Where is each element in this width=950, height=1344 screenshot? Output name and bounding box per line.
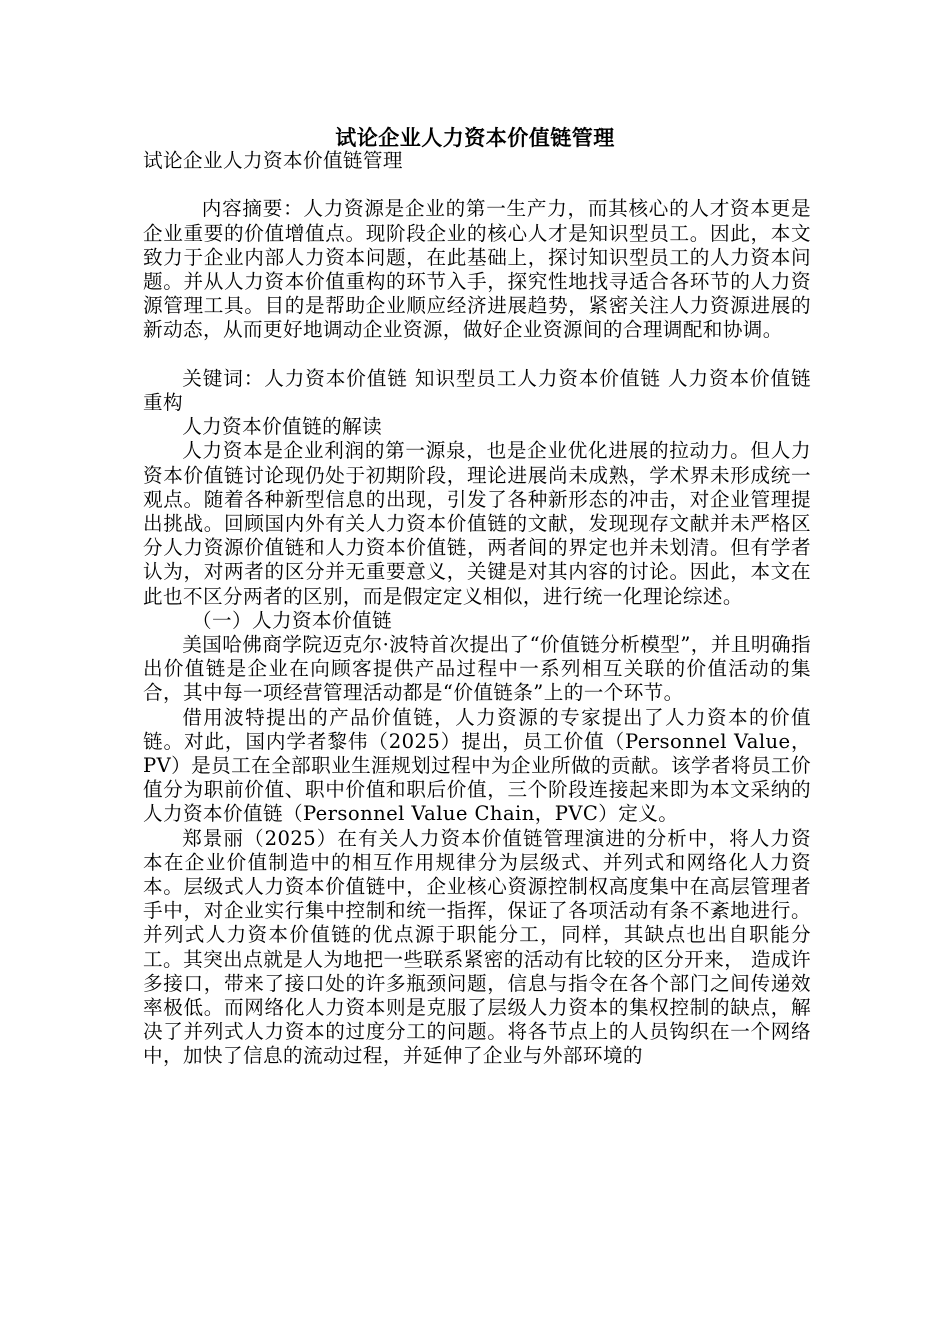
body-paragraph-1: 人力资本是企业利润的第一源泉，也是企业优化进展的拉动力。但人力资本价值链讨论现仍处于初期阶段，理论进展尚未成熟，学术界未形成统一观点。随着各种新型信息的出现，引发了各种新形态的冲击，对企业管理提出挑战。回顾国内外有关人力资本价值链的文献，发现现存文献并未严格区分人力资源价值链和人力资本价值链，两者间的界定也并未划清。但有学者认为，对两者的区分并无重要意义，关键是对其内容的讨论。因此，本文在此也不区分两者的区别，而是假定定义相似，进行统一化理论综述。 [143, 439, 811, 608]
subheading-1: （一）人力资本价值链 [192, 608, 392, 632]
abstract-paragraph: 内容摘要：人力资源是企业的第一生产力，而其核心的人才资本更是企业重要的价值增值点。现阶段企业的核心人才是知识型员工。因此，本文致力于企业内部人力资本问题，在此基础上，探讨知识型员工的人力资本问题。并从人力资本价值重构的环节入手，探究性地找寻适合各环节的人力资源管理工具。目的是帮助企业顺应经济进展趋势，紧密关注人力资源进展的新动态，从而更好地调动企业资源，做好企业资源间的合理调配和协调。 [143, 197, 811, 342]
body-paragraph-2: 美国哈佛商学院迈克尔·波特首次提出了“价值链分析模型”，并且明确指出价值链是企业在向顾客提供产品过程中一系列相互关联的价值活动的集合，其中每一项经营管理活动都是“价值链条”上的一个环节。 [143, 633, 811, 705]
document-title: 试论企业人力资本价值链管理 [335, 125, 615, 150]
keywords-paragraph: 关键词：人力资本价值链 知识型员工人力资本价值链 人力资本价值链重构 [143, 366, 811, 414]
document-subtitle: 试论企业人力资本价值链管理 [143, 149, 403, 172]
body-paragraph-4: 郑景丽（2025）在有关人力资本价值链管理演进的分析中，将人力资本在企业价值制造中的相互作用规律分为层级式、并列式和网络化人力资本。层级式人力资本价值链中，企业核心资源控制权高度集中在高层管理者手中，对企业实行集中控制和统一指挥，保证了各项活动有条不紊地进行。并列式人力资本价值链的优点源于职能分工，同样，其缺点也出自职能分工。其突出点就是人为地把一些联系紧密的活动有比较的区分开来， 造成许多接口，带来了接口处的许多瓶颈问题，信息与指令在各个部门之间传递效率极低。而网络化人力资本则是克服了层级人力资本的集权控制的缺点，解决了并列式人力资本的过度分工的问题。将各节点上的人员钩织在一个网络中，加快了信息的流动过程，并延伸了企业与外部环境的 [143, 826, 811, 1068]
body-paragraph-3: 借用波特提出的产品价值链，人力资源的专家提出了人力资本的价值链。对此，国内学者黎伟（2025）提出，员工价值（Personnel Value， PV）是员工在全部职业生涯规划过程中为企业所做的贡献。该学者将员工价值分为职前价值、职中价值和职后价值，三个阶段连接起来即为本文采纳的人力资本价值链（Personnel Value Chain，PVC）定义。 [143, 705, 811, 826]
blank-line [143, 173, 811, 197]
section-heading: 人力资本价值链的解读 [182, 415, 383, 439]
blank-line [143, 343, 811, 367]
document-body [143, 149, 811, 1069]
